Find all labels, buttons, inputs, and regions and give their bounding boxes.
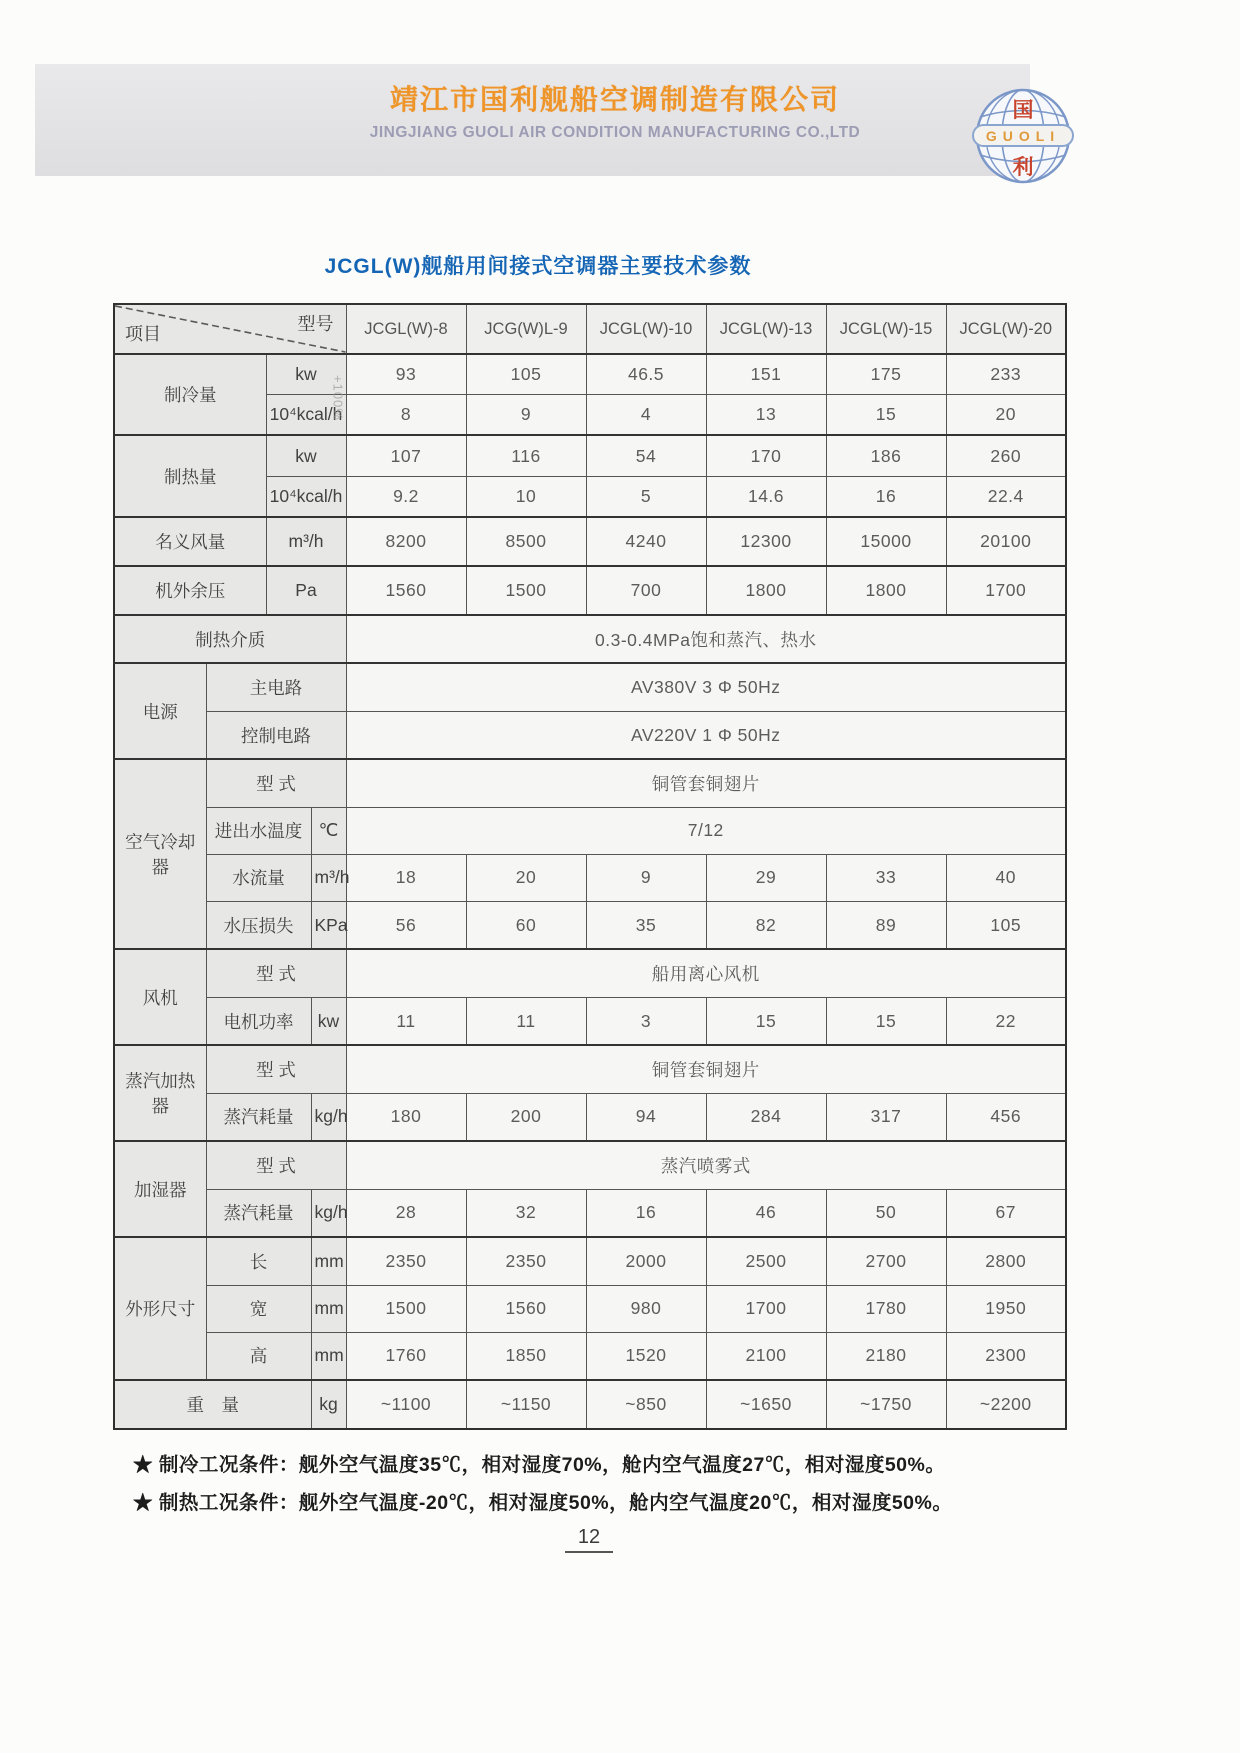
table-cell: 22 — [946, 997, 1066, 1045]
table-cell: 蒸汽喷雾式 — [346, 1141, 1066, 1189]
table-cell: 船用离心风机 — [346, 949, 1066, 997]
table-cell: 28 — [346, 1189, 466, 1237]
table-cell: ~1100 — [346, 1380, 466, 1429]
row-label: 型 式 — [206, 759, 346, 807]
table-cell: 13 — [706, 395, 826, 436]
table-cell: 22.4 — [946, 476, 1066, 517]
table-row — [114, 949, 1066, 997]
row-label: mm — [311, 1285, 346, 1332]
table-cell: 20100 — [946, 517, 1066, 566]
table-cell: 82 — [706, 901, 826, 949]
table-cell: 8500 — [466, 517, 586, 566]
table-cell: 980 — [586, 1285, 706, 1332]
table-cell: 1760 — [346, 1332, 466, 1380]
row-label: 水流量 — [206, 854, 311, 901]
table-row — [114, 1285, 1066, 1332]
table-cell: 260 — [946, 435, 1066, 476]
table-cell: 11 — [466, 997, 586, 1045]
table-cell: 1520 — [586, 1332, 706, 1380]
table-row — [114, 1093, 1066, 1141]
table-cell: 151 — [706, 354, 826, 395]
table-row — [114, 854, 1066, 901]
table-cell: 186 — [826, 435, 946, 476]
table-row — [114, 517, 1066, 566]
table-cell: 317 — [826, 1093, 946, 1141]
row-label: 水压损失 — [206, 901, 311, 949]
table-row — [114, 1380, 1066, 1429]
table-cell: 89 — [826, 901, 946, 949]
row-label: 制热介质 — [114, 615, 346, 664]
model-header: JCGL(W)-20 — [946, 304, 1066, 354]
table-cell: 2350 — [466, 1237, 586, 1285]
table-cell: 9 — [586, 854, 706, 901]
table-row — [114, 566, 1066, 615]
row-label: 进出水温度 — [206, 807, 311, 854]
row-label: 宽 — [206, 1285, 311, 1332]
table-cell: 200 — [466, 1093, 586, 1141]
table-cell: 15 — [826, 395, 946, 436]
table-row — [114, 1045, 1066, 1093]
row-label: 空气冷却器 — [114, 759, 206, 949]
row-label: 10⁴kcal/h — [266, 476, 346, 517]
table-cell: 2800 — [946, 1237, 1066, 1285]
globe-logo-icon — [971, 84, 1075, 188]
model-header: JCG(W)L-9 — [466, 304, 586, 354]
note-heating-condition: ★ 制热工况条件：舰外空气温度-20℃，相对湿度50%，舱内空气温度20℃，相对湿度50%。 — [133, 1492, 953, 1514]
corner-item-label: 项目 — [125, 324, 161, 344]
row-label: 型 式 — [206, 1045, 346, 1093]
row-label: 外形尺寸 — [114, 1237, 206, 1380]
table-cell: 105 — [946, 901, 1066, 949]
table-cell: 4240 — [586, 517, 706, 566]
table-cell: ~2200 — [946, 1380, 1066, 1429]
table-cell: 18 — [346, 854, 466, 901]
row-label: 型 式 — [206, 1141, 346, 1189]
table-cell: 20 — [946, 395, 1066, 436]
table-row — [114, 901, 1066, 949]
table-row — [114, 711, 1066, 759]
table-row — [114, 1141, 1066, 1189]
row-label: 控制电路 — [206, 711, 346, 759]
note-cooling-condition: ★ 制冷工况条件：舰外空气温度35℃，相对湿度70%，舱内空气温度27℃，相对湿度50%。 — [133, 1454, 946, 1476]
table-cell: 1500 — [466, 566, 586, 615]
model-header: JCGL(W)-15 — [826, 304, 946, 354]
table-cell: 5 — [586, 476, 706, 517]
table-cell: 29 — [706, 854, 826, 901]
row-label: m³/h — [311, 854, 346, 901]
table-row — [114, 1189, 1066, 1237]
table-cell: 10 — [466, 476, 586, 517]
table-cell: 46.5 — [586, 354, 706, 395]
company-name-en: JINGJIANG GUOLI AIR CONDITION MANUFACTURING CO.,LTD — [369, 124, 861, 141]
table-cell: 15000 — [826, 517, 946, 566]
row-label: 长 — [206, 1237, 311, 1285]
row-label: 蒸汽耗量 — [206, 1189, 311, 1237]
row-label: kg/h — [311, 1093, 346, 1141]
table-row — [114, 435, 1066, 476]
page-number: 12 — [565, 1526, 613, 1553]
logo-banner-text: GUOLI — [985, 128, 1061, 144]
table-cell: 1700 — [706, 1285, 826, 1332]
table-cell: 60 — [466, 901, 586, 949]
row-label: 电机功率 — [206, 997, 311, 1045]
model-header: JCGL(W)-8 — [346, 304, 466, 354]
table-row — [114, 997, 1066, 1045]
table-cell: 9 — [466, 395, 586, 436]
page-number-container — [113, 1526, 1065, 1553]
row-label: mm — [311, 1237, 346, 1285]
row-label: 10⁴kcal/h — [266, 395, 346, 436]
table-cell: 15 — [826, 997, 946, 1045]
row-label: 制冷量 — [114, 354, 266, 435]
row-label: kw — [311, 997, 346, 1045]
table-row — [114, 615, 1066, 664]
table-cell: 170 — [706, 435, 826, 476]
row-label: 加湿器 — [114, 1141, 206, 1237]
row-label: mm — [311, 1332, 346, 1380]
table-cell: 1800 — [706, 566, 826, 615]
table-row — [114, 1332, 1066, 1380]
row-label: 高 — [206, 1332, 311, 1380]
table-cell: 12300 — [706, 517, 826, 566]
table-cell: 2350 — [346, 1237, 466, 1285]
table-cell: 67 — [946, 1189, 1066, 1237]
table-cell: 284 — [706, 1093, 826, 1141]
row-label: 风机 — [114, 949, 206, 1045]
table-cell: 116 — [466, 435, 586, 476]
table-cell: 1800 — [826, 566, 946, 615]
row-label: kg — [311, 1380, 346, 1429]
table-cell: 2100 — [706, 1332, 826, 1380]
corner-model-label: 型号 — [297, 314, 334, 334]
table-cell: 56 — [346, 901, 466, 949]
table-cell: 铜管套铜翅片 — [346, 1045, 1066, 1093]
table-row — [114, 663, 1066, 711]
company-name-cn: 靖江市国利舰船空调制造有限公司 — [389, 84, 840, 115]
table-cell: 233 — [946, 354, 1066, 395]
table-cell: AV380V 3 Φ 50Hz — [346, 663, 1066, 711]
table-cell: ~1750 — [826, 1380, 946, 1429]
row-label: 机外余压 — [114, 566, 266, 615]
table-cell: 107 — [346, 435, 466, 476]
table-cell: AV220V 1 Φ 50Hz — [346, 711, 1066, 759]
table-cell: 180 — [346, 1093, 466, 1141]
row-label: kg/h — [311, 1189, 346, 1237]
table-cell: ~850 — [586, 1380, 706, 1429]
table-cell: 50 — [826, 1189, 946, 1237]
row-label: 制热量 — [114, 435, 266, 516]
company-header — [200, 78, 1030, 142]
table-cell: 20 — [466, 854, 586, 901]
table-cell: 1850 — [466, 1332, 586, 1380]
table-cell: 4 — [586, 395, 706, 436]
table-cell: 175 — [826, 354, 946, 395]
table-cell: 7/12 — [346, 807, 1066, 854]
page-title: JCGL(W)舰船用间接式空调器主要技术参数 — [324, 255, 752, 278]
table-cell: 1500 — [346, 1285, 466, 1332]
row-label: 蒸汽耗量 — [206, 1093, 311, 1141]
table-cell: 2700 — [826, 1237, 946, 1285]
spec-table-container — [113, 303, 1067, 1430]
table-cell: 16 — [826, 476, 946, 517]
row-label: 电源 — [114, 663, 206, 759]
table-row — [114, 807, 1066, 854]
table-cell: 456 — [946, 1093, 1066, 1141]
table-cell: 105 — [466, 354, 586, 395]
company-logo — [971, 84, 1075, 188]
table-cell: 1560 — [466, 1285, 586, 1332]
row-label: 名义风量 — [114, 517, 266, 566]
table-cell: 35 — [586, 901, 706, 949]
table-cell: 14.6 — [706, 476, 826, 517]
table-cell: 9.2 — [346, 476, 466, 517]
table-cell: ~1150 — [466, 1380, 586, 1429]
footnotes — [133, 1446, 1113, 1522]
handwriting-artifact: +100% — [330, 375, 346, 421]
table-cell: 1780 — [826, 1285, 946, 1332]
table-cell: 700 — [586, 566, 706, 615]
logo-top-char: 国 — [1012, 99, 1034, 122]
table-cell: 1700 — [946, 566, 1066, 615]
model-header: JCGL(W)-13 — [706, 304, 826, 354]
table-cell: 54 — [586, 435, 706, 476]
row-label: 主电路 — [206, 663, 346, 711]
row-label: kw — [266, 435, 346, 476]
table-cell: 1950 — [946, 1285, 1066, 1332]
table-cell: 8200 — [346, 517, 466, 566]
table-cell: 94 — [586, 1093, 706, 1141]
row-label: 重 量 — [114, 1380, 311, 1429]
logo-bottom-char: 利 — [1012, 156, 1034, 179]
table-cell: 2300 — [946, 1332, 1066, 1380]
table-cell: 0.3-0.4MPa饱和蒸汽、热水 — [346, 615, 1066, 664]
table-cell: 2180 — [826, 1332, 946, 1380]
table-cell: 铜管套铜翅片 — [346, 759, 1066, 807]
row-label: KPa — [311, 901, 346, 949]
table-cell: 2500 — [706, 1237, 826, 1285]
row-label: 蒸汽加热器 — [114, 1045, 206, 1141]
row-label: ℃ — [311, 807, 346, 854]
spec-table — [113, 303, 1067, 1430]
table-cell: 15 — [706, 997, 826, 1045]
table-header-row — [114, 304, 1066, 354]
table-cell: 32 — [466, 1189, 586, 1237]
table-cell: 93 — [346, 354, 466, 395]
table-cell: 1560 — [346, 566, 466, 615]
table-cell: 33 — [826, 854, 946, 901]
table-cell: 3 — [586, 997, 706, 1045]
row-label: m³/h — [266, 517, 346, 566]
table-cell: 8 — [346, 395, 466, 436]
table-cell: 2000 — [586, 1237, 706, 1285]
table-cell: 40 — [946, 854, 1066, 901]
model-header: JCGL(W)-10 — [586, 304, 706, 354]
row-label: 型 式 — [206, 949, 346, 997]
table-cell: ~1650 — [706, 1380, 826, 1429]
table-cell: 46 — [706, 1189, 826, 1237]
table-row — [114, 1237, 1066, 1285]
table-row — [114, 759, 1066, 807]
row-label: kw — [266, 354, 346, 395]
row-label: Pa — [266, 566, 346, 615]
table-cell: 11 — [346, 997, 466, 1045]
table-cell: 16 — [586, 1189, 706, 1237]
table-row — [114, 354, 1066, 395]
